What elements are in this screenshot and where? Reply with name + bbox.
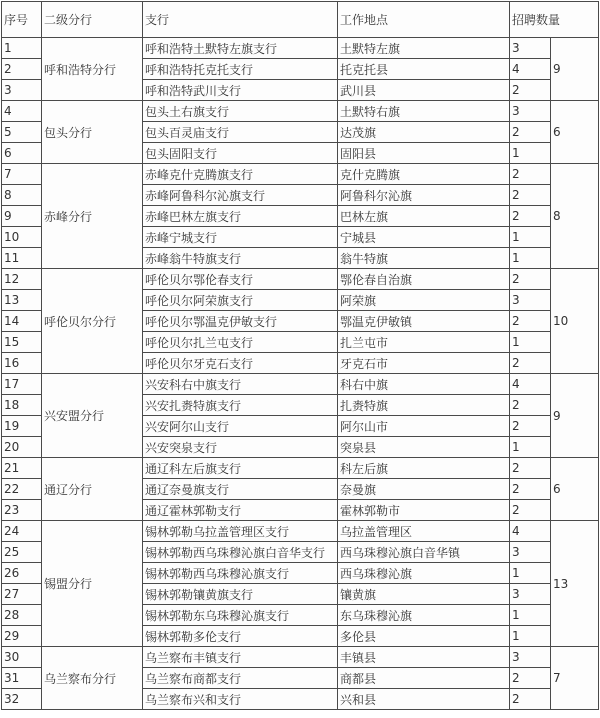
cell-location: 霍林郭勒市	[338, 500, 510, 521]
cell-branch-total: 9	[551, 374, 599, 458]
cell-location: 牙克石市	[338, 353, 510, 374]
cell-count: 3	[510, 38, 551, 59]
cell-index: 18	[2, 395, 42, 416]
table-body	[2, 38, 599, 710]
cell-count: 3	[510, 647, 551, 668]
cell-sub-branch: 通辽霍林郭勒支行	[143, 500, 338, 521]
cell-branch-total: 13	[551, 521, 599, 647]
cell-sub-branch: 锡林郭勒乌拉盖管理区支行	[143, 521, 338, 542]
cell-count: 2	[510, 689, 551, 710]
cell-sub-branch: 兴安阿尔山支行	[143, 416, 338, 437]
cell-count: 2	[510, 164, 551, 185]
cell-count: 2	[510, 122, 551, 143]
cell-index: 28	[2, 605, 42, 626]
cell-sub-branch: 兴安突泉支行	[143, 437, 338, 458]
header-hiring-count: 招聘数量	[510, 2, 599, 38]
cell-index: 5	[2, 122, 42, 143]
cell-sub-branch: 乌兰察布商都支行	[143, 668, 338, 689]
cell-count: 2	[510, 668, 551, 689]
cell-count: 1	[510, 143, 551, 164]
cell-index: 30	[2, 647, 42, 668]
recruitment-table	[1, 1, 599, 710]
cell-location: 阿荣旗	[338, 290, 510, 311]
cell-sub-branch: 通辽奈曼旗支行	[143, 479, 338, 500]
cell-count: 4	[510, 59, 551, 80]
cell-sub-branch: 赤峰克什克腾旗支行	[143, 164, 338, 185]
cell-count: 1	[510, 332, 551, 353]
cell-branch-total: 9	[551, 38, 599, 101]
cell-index: 27	[2, 584, 42, 605]
cell-branch-total: 6	[551, 101, 599, 164]
cell-branch-total: 6	[551, 458, 599, 521]
cell-sub-branch: 包头固阳支行	[143, 143, 338, 164]
cell-location: 土默特左旗	[338, 38, 510, 59]
cell-location: 巴林左旗	[338, 206, 510, 227]
cell-location: 托克托县	[338, 59, 510, 80]
cell-branch: 呼伦贝尔分行	[42, 269, 143, 374]
cell-branch-total: 8	[551, 164, 599, 269]
cell-sub-branch: 锡林郭勒东乌珠穆沁旗支行	[143, 605, 338, 626]
cell-count: 3	[510, 584, 551, 605]
cell-sub-branch: 呼和浩特武川支行	[143, 80, 338, 101]
cell-branch: 呼和浩特分行	[42, 38, 143, 101]
header-branch: 二级分行	[42, 2, 143, 38]
cell-location: 翁牛特旗	[338, 248, 510, 269]
cell-index: 9	[2, 206, 42, 227]
cell-count: 1	[510, 227, 551, 248]
cell-branch: 赤峰分行	[42, 164, 143, 269]
cell-index: 10	[2, 227, 42, 248]
cell-sub-branch: 锡林郭勒多伦支行	[143, 626, 338, 647]
cell-index: 31	[2, 668, 42, 689]
cell-location: 西乌珠穆沁旗白音华镇	[338, 542, 510, 563]
cell-sub-branch: 呼和浩特土默特左旗支行	[143, 38, 338, 59]
cell-sub-branch: 锡林郭勒西乌珠穆沁旗支行	[143, 563, 338, 584]
table-row	[2, 521, 599, 542]
cell-index: 3	[2, 80, 42, 101]
cell-sub-branch: 呼伦贝尔扎兰屯支行	[143, 332, 338, 353]
cell-location: 宁城县	[338, 227, 510, 248]
header-sub-branch: 支行	[143, 2, 338, 38]
cell-index: 23	[2, 500, 42, 521]
cell-location: 扎赉特旗	[338, 395, 510, 416]
cell-count: 1	[510, 605, 551, 626]
cell-sub-branch: 锡林郭勒西乌珠穆沁旗白音华支行	[143, 542, 338, 563]
cell-count: 2	[510, 458, 551, 479]
table-row	[2, 101, 599, 122]
cell-index: 2	[2, 59, 42, 80]
cell-index: 8	[2, 185, 42, 206]
cell-location: 土默特右旗	[338, 101, 510, 122]
cell-count: 2	[510, 269, 551, 290]
cell-sub-branch: 呼伦贝尔阿荣旗支行	[143, 290, 338, 311]
cell-location: 突泉县	[338, 437, 510, 458]
cell-index: 21	[2, 458, 42, 479]
cell-sub-branch: 呼伦贝尔牙克石支行	[143, 353, 338, 374]
cell-count: 4	[510, 374, 551, 395]
cell-location: 阿尔山市	[338, 416, 510, 437]
cell-count: 4	[510, 521, 551, 542]
cell-location: 武川县	[338, 80, 510, 101]
cell-location: 西乌珠穆沁旗	[338, 563, 510, 584]
cell-index: 16	[2, 353, 42, 374]
cell-count: 2	[510, 185, 551, 206]
cell-location: 东乌珠穆沁旗	[338, 605, 510, 626]
cell-index: 6	[2, 143, 42, 164]
cell-branch: 通辽分行	[42, 458, 143, 521]
header-location: 工作地点	[338, 2, 510, 38]
cell-location: 镶黄旗	[338, 584, 510, 605]
cell-count: 2	[510, 416, 551, 437]
cell-index: 7	[2, 164, 42, 185]
cell-index: 13	[2, 290, 42, 311]
header-index: 序号	[2, 2, 42, 38]
cell-sub-branch: 通辽科左后旗支行	[143, 458, 338, 479]
cell-index: 26	[2, 563, 42, 584]
cell-sub-branch: 乌兰察布兴和支行	[143, 689, 338, 710]
cell-sub-branch: 包头百灵庙支行	[143, 122, 338, 143]
cell-location: 商都县	[338, 668, 510, 689]
cell-location: 鄂温克伊敏镇	[338, 311, 510, 332]
cell-index: 20	[2, 437, 42, 458]
cell-location: 阿鲁科尔沁旗	[338, 185, 510, 206]
cell-index: 22	[2, 479, 42, 500]
cell-branch: 包头分行	[42, 101, 143, 164]
cell-index: 11	[2, 248, 42, 269]
cell-sub-branch: 兴安扎赉特旗支行	[143, 395, 338, 416]
cell-count: 1	[510, 248, 551, 269]
cell-branch: 乌兰察布分行	[42, 647, 143, 710]
cell-count: 3	[510, 542, 551, 563]
cell-location: 兴和县	[338, 689, 510, 710]
cell-index: 12	[2, 269, 42, 290]
cell-count: 1	[510, 563, 551, 584]
cell-location: 达茂旗	[338, 122, 510, 143]
cell-count: 2	[510, 500, 551, 521]
table-row	[2, 374, 599, 395]
cell-count: 3	[510, 290, 551, 311]
cell-sub-branch: 呼伦贝尔鄂伦春支行	[143, 269, 338, 290]
cell-index: 32	[2, 689, 42, 710]
cell-count: 1	[510, 626, 551, 647]
cell-branch: 兴安盟分行	[42, 374, 143, 458]
table-row	[2, 38, 599, 59]
cell-count: 1	[510, 437, 551, 458]
cell-location: 克什克腾旗	[338, 164, 510, 185]
cell-index: 14	[2, 311, 42, 332]
cell-location: 扎兰屯市	[338, 332, 510, 353]
cell-sub-branch: 赤峰巴林左旗支行	[143, 206, 338, 227]
cell-location: 乌拉盖管理区	[338, 521, 510, 542]
cell-sub-branch: 赤峰翁牛特旗支行	[143, 248, 338, 269]
cell-sub-branch: 锡林郭勒镶黄旗支行	[143, 584, 338, 605]
cell-index: 19	[2, 416, 42, 437]
cell-sub-branch: 包头土右旗支行	[143, 101, 338, 122]
cell-count: 2	[510, 479, 551, 500]
cell-count: 3	[510, 101, 551, 122]
table-row	[2, 458, 599, 479]
cell-count: 2	[510, 80, 551, 101]
cell-index: 4	[2, 101, 42, 122]
cell-location: 固阳县	[338, 143, 510, 164]
cell-index: 17	[2, 374, 42, 395]
cell-branch-total: 10	[551, 269, 599, 374]
cell-sub-branch: 乌兰察布丰镇支行	[143, 647, 338, 668]
header-row	[2, 2, 599, 38]
cell-location: 科右中旗	[338, 374, 510, 395]
cell-sub-branch: 赤峰阿鲁科尔沁旗支行	[143, 185, 338, 206]
table-row	[2, 647, 599, 668]
cell-count: 2	[510, 353, 551, 374]
cell-sub-branch: 呼伦贝尔鄂温克伊敏支行	[143, 311, 338, 332]
cell-index: 24	[2, 521, 42, 542]
cell-location: 多伦县	[338, 626, 510, 647]
table-row	[2, 164, 599, 185]
cell-sub-branch: 呼和浩特托克托支行	[143, 59, 338, 80]
cell-location: 奈曼旗	[338, 479, 510, 500]
cell-location: 丰镇县	[338, 647, 510, 668]
cell-branch-total: 7	[551, 647, 599, 710]
table-row	[2, 269, 599, 290]
cell-index: 1	[2, 38, 42, 59]
cell-branch: 锡盟分行	[42, 521, 143, 647]
cell-count: 2	[510, 311, 551, 332]
cell-count: 2	[510, 206, 551, 227]
cell-location: 科左后旗	[338, 458, 510, 479]
cell-count: 2	[510, 395, 551, 416]
cell-index: 25	[2, 542, 42, 563]
cell-location: 鄂伦春自治旗	[338, 269, 510, 290]
cell-index: 29	[2, 626, 42, 647]
cell-sub-branch: 兴安科右中旗支行	[143, 374, 338, 395]
cell-sub-branch: 赤峰宁城支行	[143, 227, 338, 248]
cell-index: 15	[2, 332, 42, 353]
